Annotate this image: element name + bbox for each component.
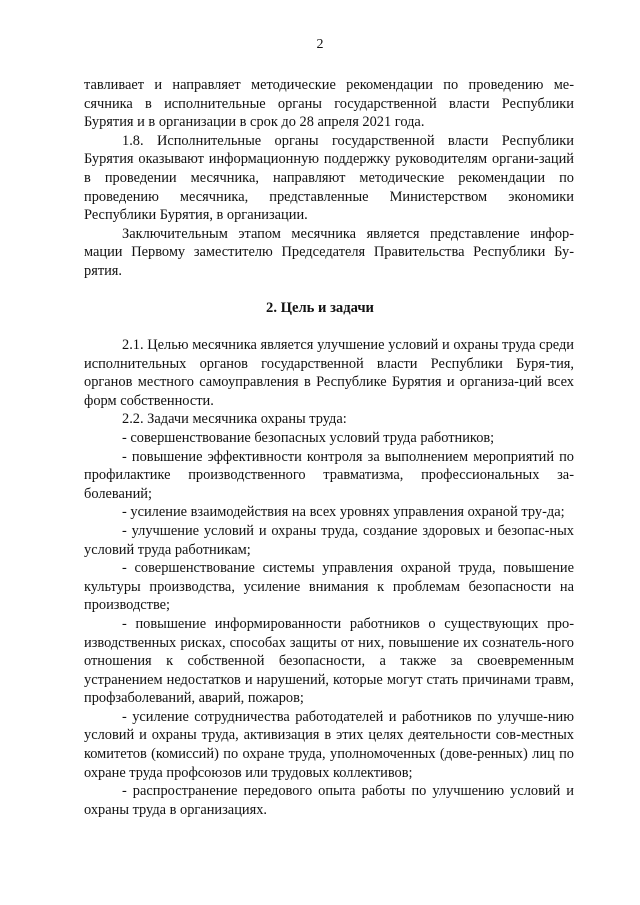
list-item: - повышение информированности работников о существующих про-изводственных рисках, способах защиты от них, повышение их сознатель-ного отношения к собственной безопасности, а также за своевременным устранением недостатков и нарушений, которые могут стать причинами травм, профзаболеваний, аварий, пожаров; [84,615,574,707]
goals-section [84,336,574,819]
list-item: - повышение эффективности контроля за выполнением мероприятий по профилактике производственного травматизма, профессиональных за-болеваний; [84,448,574,502]
page-number: 2 [316,37,324,52]
list-item: - распространение передового опыта работы по улучшению условий и охраны труда в организациях. [84,783,574,818]
paragraph: Заключительным этапом месячника является представление инфор-мации Первому заместителю Председателя Правительства Республики Бу-рятия. [84,225,574,279]
paragraph: 2.2. Задачи месячника охраны труда: [122,411,347,428]
list-item: - улучшение условий и охраны труда, создание здоровых и безопас-ных условий труда работникам; [84,522,574,558]
paragraph: 1.8. Исполнительные органы государственной власти Республики Бурятия оказывают информационную поддержку руководителям органи-заций в проведении месячника, направляют методические рекомендации по проведению месячника, представленные Министерством экономики Республики Бурятия, в организации. [84,132,574,224]
paragraph: тавливает и направляет методические рекомендации по проведению ме-сячника в исполнительные органы государственной власти Республики Бурятия и в организации в срок до 28 апреля 2021 года. [84,77,574,131]
intro-section [84,76,574,281]
list-item: - совершенствование системы управления охраной труда, повышение культуры производства, усиление внимания к проблемам безопасности на производстве; [84,560,574,614]
paragraph: 2.1. Целью месячника является улучшение условий и охраны труда среди исполнительных органов государственной власти Республики Буря-тия, органов местного самоуправления в Республике Бурятия и организа-ций всех форм собственности. [84,337,574,409]
section-heading: 2. Цель и задачи [266,300,374,316]
list-item: - усиление сотрудничества работодателей и работников по улучше-нию условий и охраны труда, активизация в этих целях деятельности сов-местных комитетов (комиссий) по охране труда, уполномоченных (дове-ренных) лиц по охране труда профсоюзов или трудовых коллективов; [84,708,574,781]
list-item: - совершенствование безопасных условий труда работников; [122,429,495,446]
list-item: - усиление взаимодействия на всех уровнях управления охраной тру-да; [122,504,565,521]
